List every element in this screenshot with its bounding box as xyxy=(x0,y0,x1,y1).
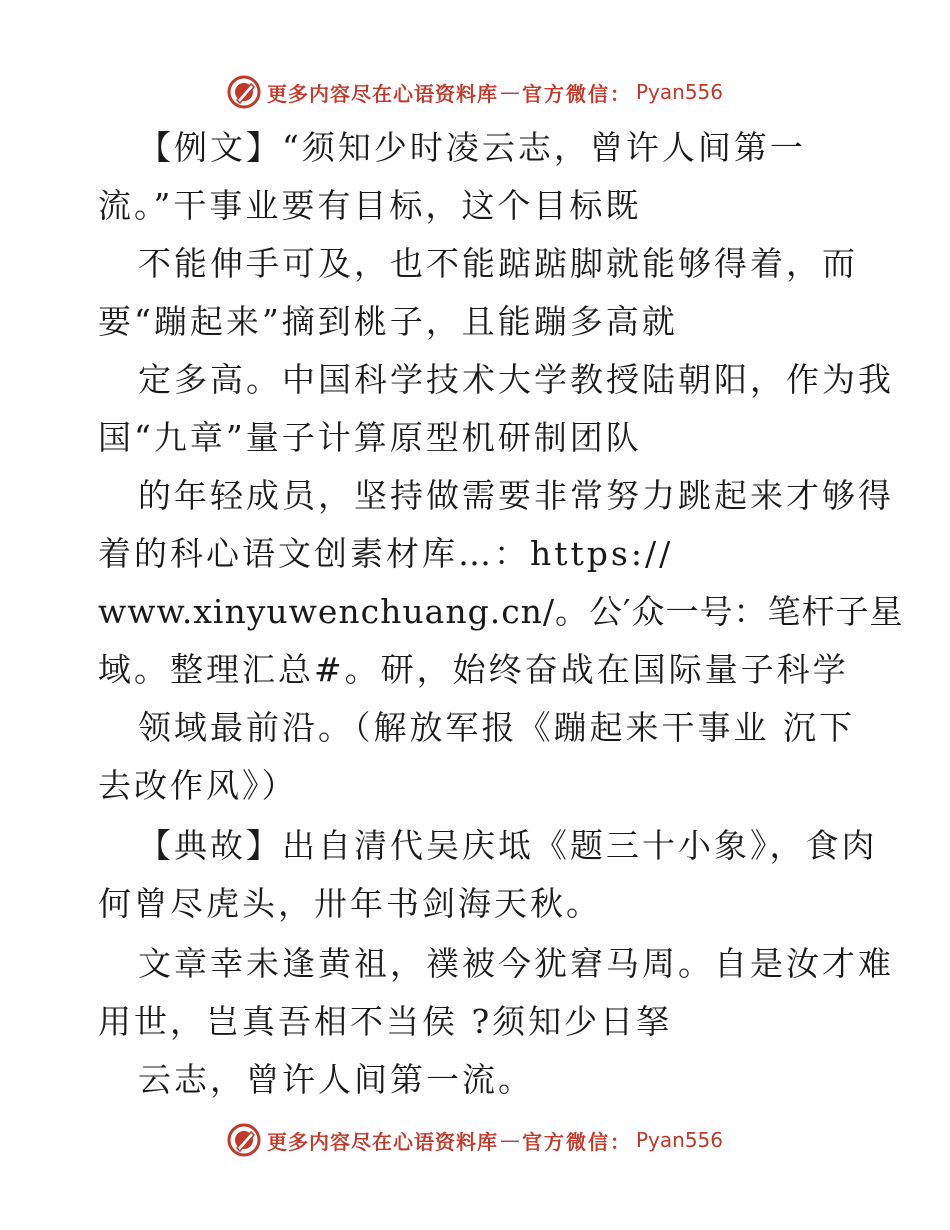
text-line: 领域最前沿。（解放军报《蹦起来干事业 沉下 xyxy=(138,708,855,747)
banner-wechat-id: Pyan556 xyxy=(635,1128,723,1152)
text-line: 域。整理汇总#。研，始终奋战在国际量子科学 xyxy=(98,650,849,689)
text-line: 的年轻成员，坚持做需要非常努力跳起来才够得 xyxy=(138,476,894,515)
text-line: 文章幸未逢黄祖，襆被今犹窘马周。自是汝才难 xyxy=(138,944,894,983)
banner-wechat-label: 官方微信： xyxy=(521,81,632,106)
banner-dash: — xyxy=(499,1128,520,1152)
banner-main-text: 更多内容尽在心语资料库 xyxy=(266,81,498,106)
pen-logo-icon xyxy=(227,1123,261,1157)
text-line: 着的科心语文创素材库…：https:// xyxy=(98,534,674,573)
pen-logo-icon xyxy=(227,75,261,109)
header-watermark-banner xyxy=(0,72,950,112)
banner-wechat-label: 官方微信： xyxy=(521,1129,632,1154)
text-line: 【典故】出自清代吴庆坻《题三十小象》，食肉 xyxy=(138,826,878,865)
text-line: 何曾尽虎头，卅年书剑海天秋。 xyxy=(98,884,602,923)
banner-main-text: 更多内容尽在心语资料库 xyxy=(266,1129,498,1154)
text-line: 定多高。中国科学技术大学教授陆朝阳，作为我 xyxy=(138,360,894,399)
text-line: 流。”干事业要有目标，这个目标既 xyxy=(98,186,642,225)
text-line: 云志，曾许人间第一流。 xyxy=(138,1060,534,1099)
text-line: 用世，岂真吾相不当侯 ?须知少日拏 xyxy=(98,1002,673,1041)
text-line: 要“蹦起来”摘到桃子，且能蹦多高就 xyxy=(98,302,678,341)
footer-watermark-banner xyxy=(0,1120,950,1160)
banner-dash: — xyxy=(499,80,520,104)
text-line: www.xinyuwenchuang.cn/。公′众一号：笔杆子星 xyxy=(98,592,904,631)
banner-wechat-id: Pyan556 xyxy=(635,80,723,104)
text-line: 国“九章”量子计算原型机研制团队 xyxy=(98,418,642,457)
text-line: 【例文】“须知少时凌云志，曾许人间第一 xyxy=(138,128,806,167)
text-line: 不能伸手可及，也不能踮踮脚就能够得着，而 xyxy=(138,244,858,283)
text-line: 去改作风》） xyxy=(98,766,298,805)
